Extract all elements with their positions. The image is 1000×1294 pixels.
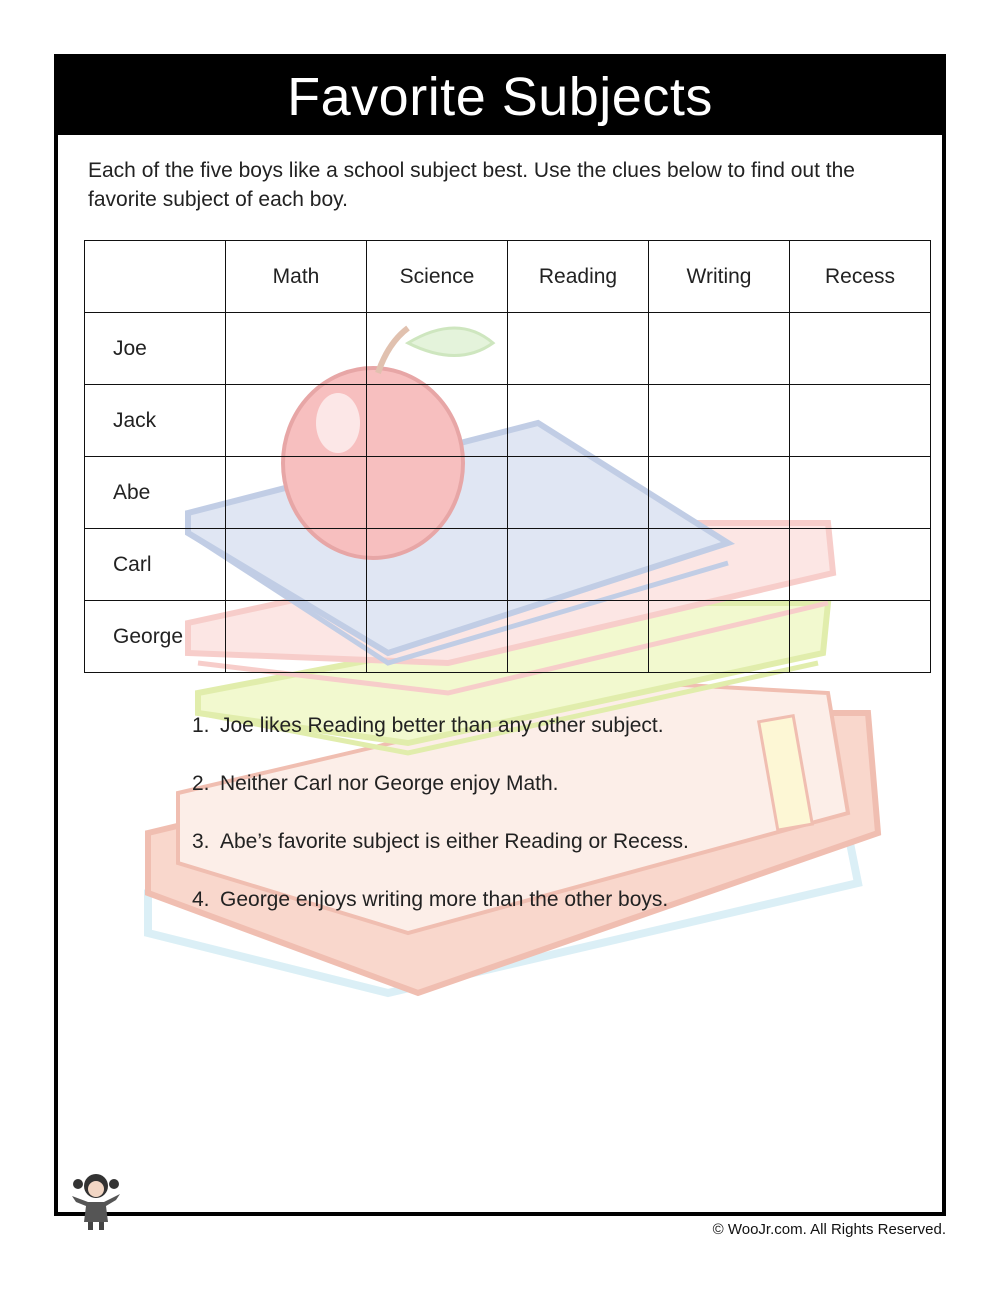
grid-cell[interactable] [508,385,649,457]
row-label: Abe [85,457,226,529]
clue-list [192,713,689,945]
instructions: Each of the five boys like a school subject best. Use the clues below to find out the favorite subject of each boy. [88,159,855,211]
grid-cell[interactable] [367,385,508,457]
grid-cell[interactable] [226,529,367,601]
row-label: George [85,601,226,673]
grid-cell[interactable] [649,457,790,529]
grid-cell[interactable] [226,385,367,457]
worksheet [54,54,946,1216]
grid-cell[interactable] [790,457,931,529]
copyright-notice: © WooJr.com. All Rights Reserved. [712,1221,946,1238]
grid-cell[interactable] [790,601,931,673]
grid-cell[interactable] [367,601,508,673]
grid-header-row [85,241,931,313]
grid-cell[interactable] [226,601,367,673]
grid-corner-cell [85,241,226,313]
column-header-recess: Recess [790,241,931,313]
page-title: Favorite Subjects [287,66,713,127]
column-header-reading: Reading [508,241,649,313]
clue-number: 2. [192,772,210,795]
grid-cell[interactable] [649,601,790,673]
grid-cell[interactable] [508,457,649,529]
column-header-math: Math [226,241,367,313]
clue-number: 4. [192,888,210,911]
grid-row-abe [85,457,931,529]
title-bar [58,58,942,135]
row-label: Joe [85,313,226,385]
grid-cell[interactable] [649,313,790,385]
clue-item [192,771,689,829]
grid-cell[interactable] [649,529,790,601]
girl-mascot-icon [66,1170,126,1232]
grid-cell[interactable] [790,529,931,601]
grid-cell[interactable] [790,313,931,385]
grid-cell[interactable] [367,529,508,601]
column-header-science: Science [367,241,508,313]
grid-row-joe [85,313,931,385]
grid-cell[interactable] [508,601,649,673]
grid-cell[interactable] [367,313,508,385]
row-label: Jack [85,385,226,457]
grid-cell[interactable] [367,457,508,529]
grid-row-george [85,601,931,673]
clue-text: Neither Carl nor George enjoy Math. [220,772,559,795]
clue-text: George enjoys writing more than the other boys. [220,888,669,911]
clue-item [192,887,689,945]
grid-row-carl [85,529,931,601]
clue-item [192,713,689,771]
grid-cell[interactable] [508,529,649,601]
clue-number: 3. [192,830,210,853]
clue-number: 1. [192,714,210,737]
clue-text: Joe likes Reading better than any other subject. [220,714,664,737]
row-label: Carl [85,529,226,601]
grid-cell[interactable] [226,457,367,529]
grid-row-jack [85,385,931,457]
clue-item [192,829,689,887]
clue-text: Abe’s favorite subject is either Reading or Recess. [220,830,689,853]
grid-cell[interactable] [790,385,931,457]
logic-grid [84,240,931,673]
column-header-writing: Writing [649,241,790,313]
grid-cell[interactable] [508,313,649,385]
grid-cell[interactable] [226,313,367,385]
grid-cell[interactable] [649,385,790,457]
